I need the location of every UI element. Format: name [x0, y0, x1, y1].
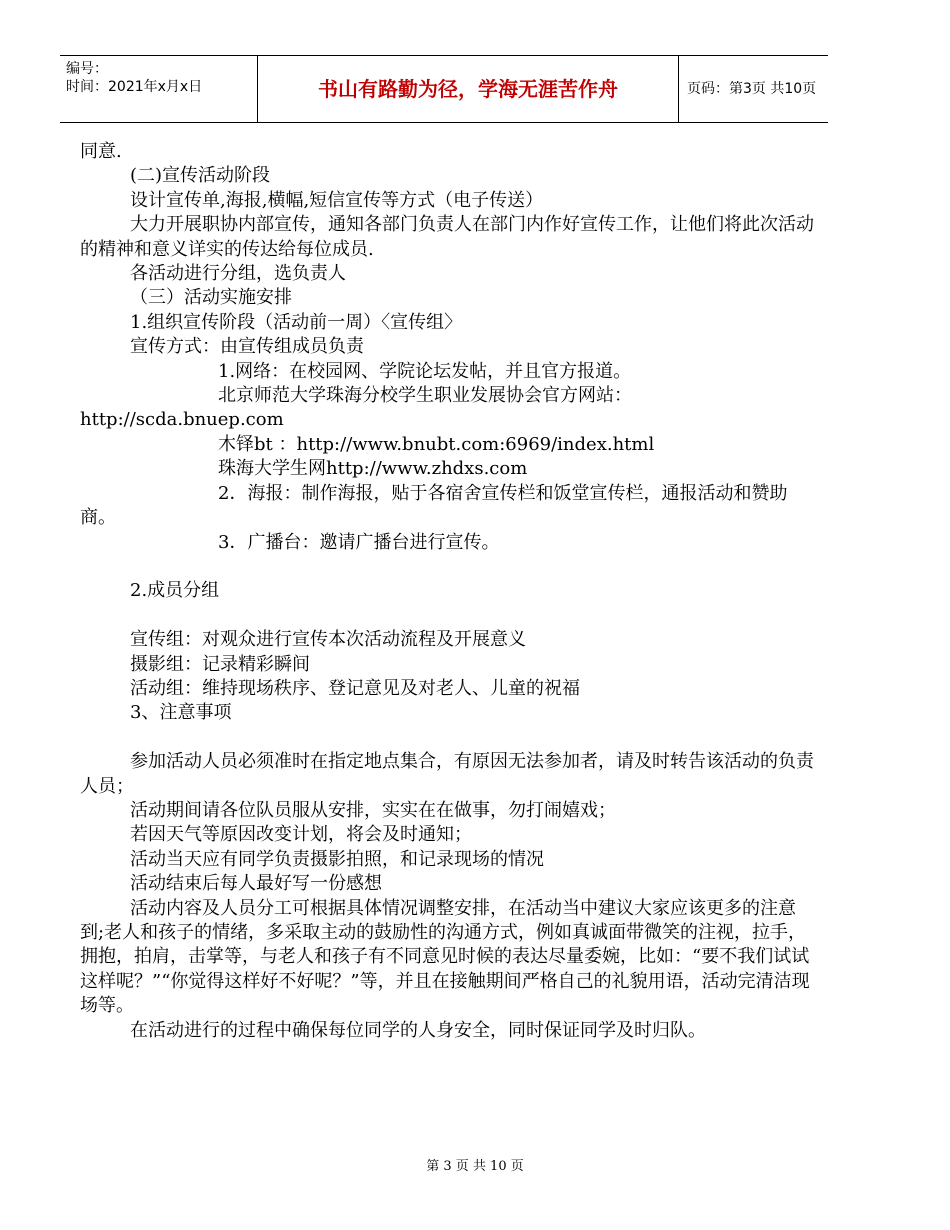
subsection-heading: 1.组织宣传阶段（活动前一周）〈宣传组〉: [130, 311, 463, 333]
section-heading: (二)宣传活动阶段: [130, 165, 271, 187]
header-page-code: 页码：第3页 共10页: [687, 81, 817, 97]
section-heading: （三）活动实施安排: [130, 287, 292, 309]
paragraph-line: 活动期间请各位队员服从安排，实实在在做事，勿打闹嬉戏；: [130, 799, 616, 821]
paragraph: 大力开展职协内部宣传，通知各部门负责人在部门内作好宣传工作，让他们将此次活动的精神和意义详实的传达给每位成员.: [80, 214, 814, 260]
website-link-line: 珠海大学生网http://www.zhdxs.com: [218, 458, 528, 480]
list-item: 1.网络：在校园网、学院论坛发帖，并且官方报道。: [218, 360, 632, 382]
paragraph-line: 活动组：维持现场秩序、登记意见及对老人、儿童的祝福: [130, 677, 580, 699]
paragraph: 参加活动人员必须准时在指定地点集合，有原因无法参加者，请及时转告该活动的负责人员；: [80, 751, 814, 797]
website-link-line: 木铎bt ：http://www.bnubt.com:6969/index.html: [218, 433, 655, 455]
subsection-heading: 2.成员分组: [130, 580, 220, 602]
paragraph-line: 在活动进行的过程中确保每位同学的人身安全，同时保证同学及时归队。: [130, 1019, 706, 1041]
header-info-cell: [60, 56, 257, 122]
document-body: [80, 140, 820, 1043]
page-header: [60, 55, 828, 123]
document-number-label: 编号：: [66, 61, 108, 77]
website-link-line: 北京师范大学珠海分校学生职业发展协会官方网站：http://scda.bnuep.com: [80, 385, 632, 431]
list-item: 2．海报：制作海报，贴于各宿舍宣传栏和饭堂宣传栏，通报活动和赞助商。: [80, 482, 788, 529]
paragraph-line: 各活动进行分组，选负责人: [130, 263, 346, 285]
paragraph-line: 宣传方式：由宣传组成员负责: [130, 336, 364, 358]
document-time-label: 时间：2021年x月x日: [66, 79, 203, 95]
paragraph-line: 摄影组：记录精彩瞬间: [130, 653, 310, 675]
paragraph-line: 设计宣传单,海报,横幅,短信宣传等方式（电子传送）: [130, 189, 544, 211]
paragraph-line: 同意.: [80, 141, 122, 162]
paragraph-line: 活动结束后每人最好写一份感想: [130, 873, 382, 895]
header-motto: 书山有路勤为径，学海无涯苦作舟: [257, 56, 679, 122]
paragraph-line: 若因天气等原因改变计划，将会及时通知；: [130, 824, 472, 846]
blank-line: [80, 726, 820, 750]
blank-line: [80, 604, 820, 628]
list-item: 3．广播台：邀请广播台进行宣传。: [218, 531, 500, 553]
paragraph-line: 宣传组：对观众进行宣传本次活动流程及开展意义: [130, 629, 526, 651]
paragraph-line: 活动当天应有同学负责摄影拍照，和记录现场的情况: [130, 848, 544, 870]
blank-line: [80, 555, 820, 579]
page-footer: 第 3 页 共 10 页: [426, 1159, 524, 1174]
subsection-heading: 3、注意事项: [130, 702, 232, 724]
paragraph: 活动内容及人员分工可根据具体情况调整安排，在活动当中建议大家应该更多的注意到;老人和孩子的情绪，多采取主动的鼓励性的沟通方式，例如真诚面带微笑的注视，拉手，拥抱，拍肩，击掌等，与老人和孩子有不同意见时候的表达尽量委婉，比如：“要不我们试试这样呢？”“你觉得这样好不好呢？”等，并且在接触期间严格自己的礼貌用语，活动完清洁现场等。: [80, 897, 810, 1017]
